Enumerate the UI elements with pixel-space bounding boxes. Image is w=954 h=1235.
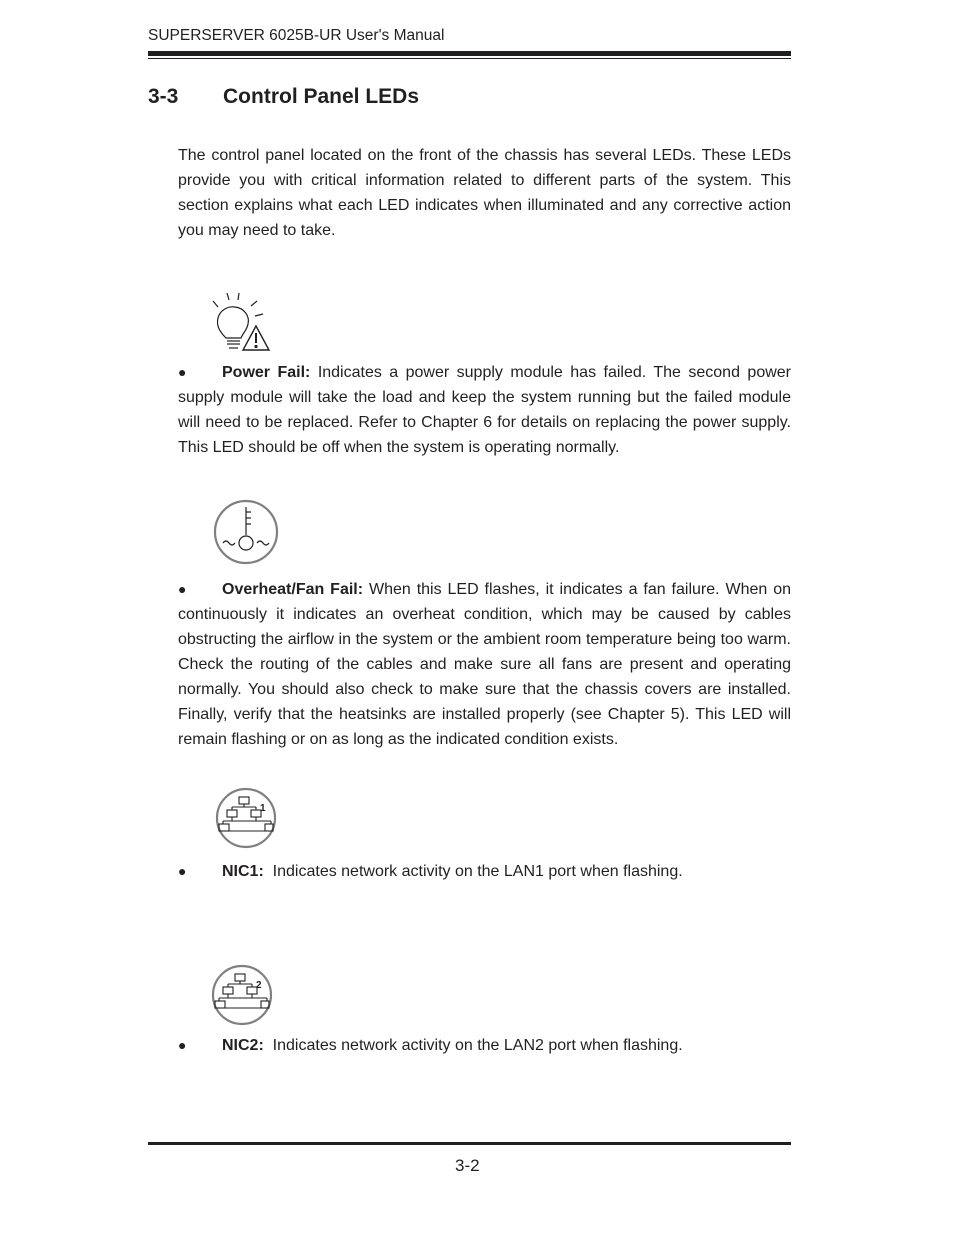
section-title: Control Panel LEDs [223,85,420,108]
item-label: Power Fail: [222,364,311,381]
nic1-digit: 1 [260,803,266,814]
thermometer-icon [213,499,279,565]
section-heading [148,85,419,109]
header-rule-thin [148,58,791,59]
bullet: ● [178,863,187,879]
led-item-nic1 [178,859,791,884]
bullet: ● [178,364,187,380]
header-rule [148,51,791,56]
bullet: ● [178,581,187,597]
led-item-overheat [178,577,791,752]
intro-paragraph: The control panel located on the front of the chassis has several LEDs. These LEDs provide you with critical information related to different parts of the system. This section explains what each LED indicates when illuminated and any corrective action you may need to take. [178,147,791,239]
item-text: When this LED flashes, it indicates a fan failure. When on continuously it indicates an overheat condition, which may be caused by cables obstructing the airflow in the system or the ambient room temperature being too warm. Check the routing of the cables and make sure all fans are present and operating normally. You should also check to make sure that the chassis covers are installed. Finally, verify that the heatsinks are installed properly (see Chapter 5). This LED will remain flashing or on as long as the indicated condition exists. [178,581,791,748]
item-label: Overheat/Fan Fail: [222,581,364,598]
page-number: 3-2 [455,1156,480,1175]
header-title: SUPERSERVER 6025B-UR User's Manual [148,27,445,44]
item-label: NIC2: [222,1037,264,1054]
item-label: NIC1: [222,863,264,880]
bullet: ● [178,1037,187,1053]
item-text: Indicates network activity on the LAN1 port when flashing. [272,863,683,880]
power-fail-bulb-warning-icon [208,290,276,356]
led-item-power-fail [178,360,791,460]
item-text: Indicates network activity on the LAN2 port when flashing. [272,1037,683,1054]
footer-rule [148,1142,791,1145]
section-number: 3-3 [148,85,179,108]
network-2-icon [211,964,273,1026]
network-1-icon [215,787,277,849]
item-text: Indicates a power supply module has failed. The second power supply module will take the load and keep the system running but the failed module will need to be replaced. Refer to Chapter 6 for details on replacing the power supply. This LED should be off when the system is operating normally. [178,364,791,456]
led-item-nic2 [178,1033,791,1058]
nic2-digit: 2 [256,980,262,991]
